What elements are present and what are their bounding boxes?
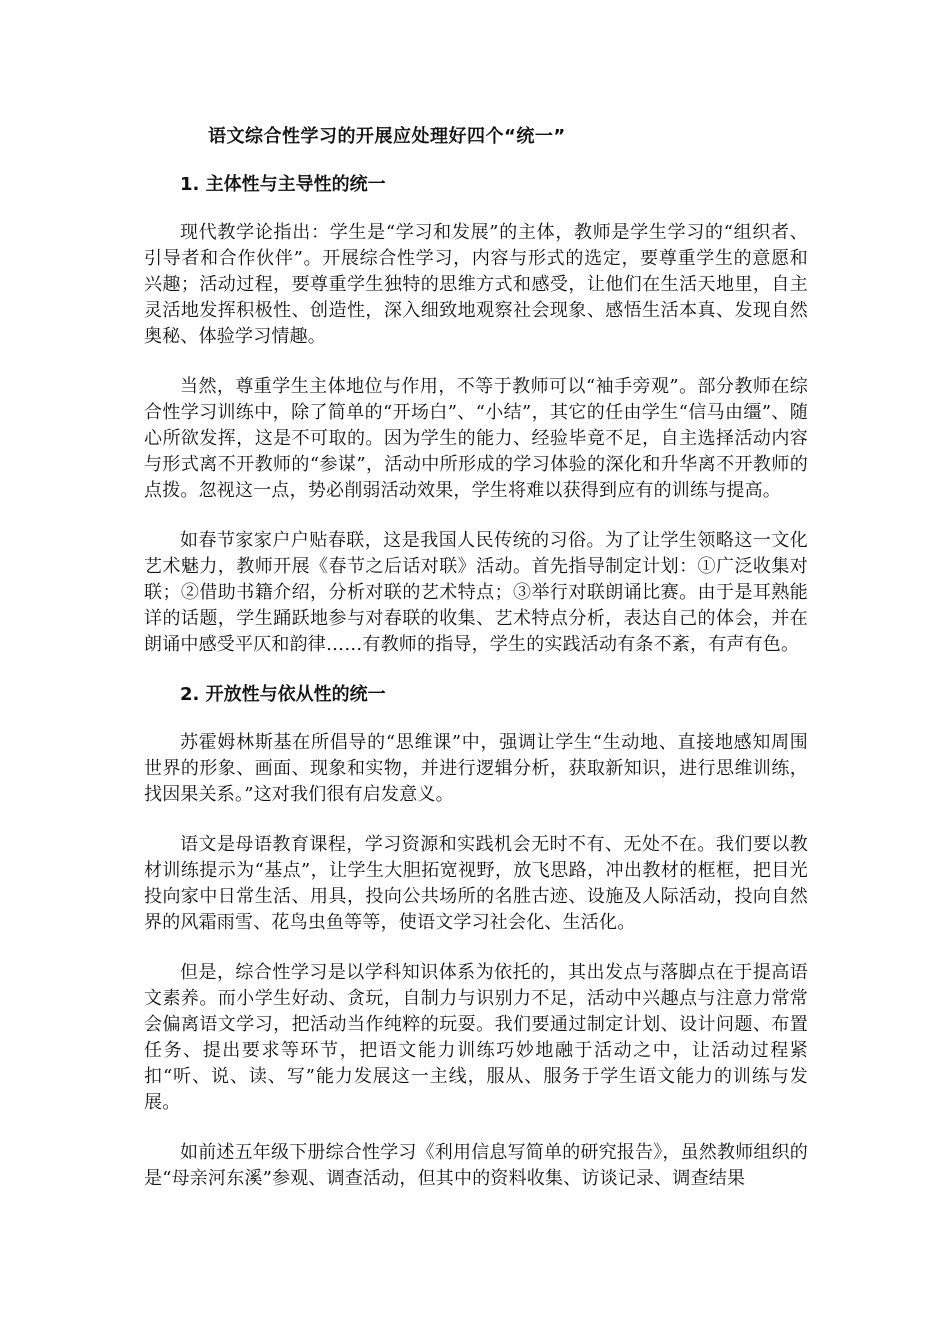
section-2-paragraph-3: 但是，综合性学习是以学科知识体系为依托的，其出发点与落脚点在于提高语文素养。而小学生好动、贪玩，自制力与识别力不足，活动中兴趣点与注意力常常会偏离语文学习，把活动当作纯粹的玩耍。我们要通过制定计划、设计问题、布置任务、提出要求等环节，把语文能力训练巧妙地融于活动之中，让活动过程紧扣“听、说、读、写”能力发展这一主线，服从、服务于学生语文能力的训练与发展。 [144,962,808,1113]
document-title: 语文综合性学习的开展应处理好四个“统一” [208,126,566,147]
section-1-paragraph-2: 当然，尊重学生主体地位与作用，不等于教师可以“袖手旁观”。部分教师在综合性学习训练中，除了简单的“开场白”、“小结”，其它的任由学生“信马由缰”、随心所欲发挥，这是不可取的。因为学生的能力、经验毕竟不足，自主选择活动内容与形式离不开教师的“参谋”，活动中所形成的学习体验的深化和升华离不开教师的点拨。忽视这一点，势必削弱活动效果，学生将难以获得到应有的训练与提高。 [144,376,808,501]
section-1-paragraph-1: 现代教学论指出：学生是“学习和发展”的主体，教师是学生学习的“组织者、引导者和合作伙伴”。开展综合性学习，内容与形式的选定，要尊重学生的意愿和兴趣；活动过程，要尊重学生独特的思维方式和感受，让他们在生活天地里，自主灵活地发挥积极性、创造性，深入细致地观察社会现象、感悟生活本真、发现自然奥秘、体验学习情趣。 [144,222,808,347]
section-2-paragraph-4: 如前述五年级下册综合性学习《利用信息写简单的研究报告》，虽然教师组织的是“母亲河东溪”参观、调查活动，但其中的资料收集、访谈记录、调查结果 [144,1142,808,1189]
document-body [144,124,808,1216]
section-2-paragraph-2: 语文是母语教育课程，学习资源和实践机会无时不有、无处不在。我们要以教材训练提示为“基点”，让学生大胆拓宽视野，放飞思路，冲出教材的框框，把目光投向家中日常生活、用具，投向公共场所的名胜古迹、设施及人际活动，投向自然界的风霜雨雪、花鸟虫鱼等等，使语文学习社会化、生活化。 [144,834,808,933]
section-2-heading: 2. 开放性与依从性的统一 [180,684,386,705]
section-1-heading: 1. 主体性与主导性的统一 [180,174,386,195]
section-1-paragraph-3: 如春节家家户户贴春联，这是我国人民传统的习俗。为了让学生领略这一文化艺术魅力，教师开展《春节之后话对联》活动。首先指导制定计划：①广泛收集对联；②借助书籍介绍，分析对联的艺术特点；③举行对联朗诵比赛。由于是耳熟能详的话题，学生踊跃地参与对春联的收集、艺术特点分析，表达自己的体会，并在朗诵中感受平仄和韵律……有教师的指导，学生的实践活动有条不紊，有声有色。 [144,530,808,655]
section-2-paragraph-1: 苏霍姆林斯基在所倡导的“思维课”中，强调让学生“生动地、直接地感知周围世界的形象、画面、现象和实物，并进行逻辑分析，获取新知识，进行思维训练，找因果关系。”这对我们很有启发意义。 [144,732,808,805]
